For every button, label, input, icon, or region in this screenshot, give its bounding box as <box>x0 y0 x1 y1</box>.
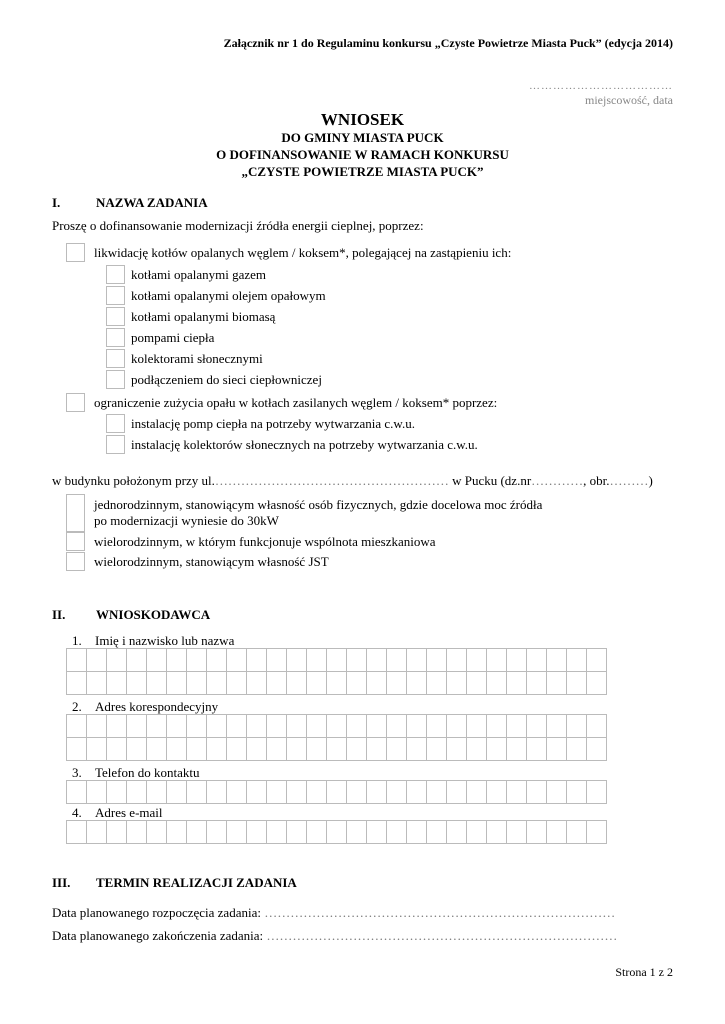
email-grid[interactable] <box>66 820 607 844</box>
grid-cell[interactable] <box>347 738 367 761</box>
grid-cell[interactable] <box>487 821 507 844</box>
grid-cell[interactable] <box>287 672 307 695</box>
name-grid[interactable] <box>66 648 607 695</box>
building-obr: , obr. <box>583 473 610 488</box>
grid-cell[interactable] <box>67 821 87 844</box>
grid-cell[interactable] <box>407 738 427 761</box>
grid-cell[interactable] <box>467 821 487 844</box>
grid-cell[interactable] <box>587 672 607 695</box>
grid-cell[interactable] <box>487 781 507 804</box>
grid-cell[interactable] <box>347 715 367 738</box>
field-label-name: Imię i nazwisko lub nazwa <box>95 633 235 648</box>
field-number: 4. <box>72 805 82 820</box>
option-a-item-label: kotłami opalanymi olejem opałowym <box>131 288 326 303</box>
grid-cell[interactable] <box>327 821 347 844</box>
grid-cell[interactable] <box>267 715 287 738</box>
section-1-number: I. <box>52 195 61 210</box>
grid-cell[interactable] <box>67 738 87 761</box>
grid-cell[interactable] <box>147 821 167 844</box>
parcel-field[interactable]: ………… <box>531 473 584 488</box>
section-2-title: WNIOSKODAWCA <box>96 607 211 622</box>
grid-cell[interactable] <box>87 715 107 738</box>
grid-cell[interactable] <box>587 649 607 672</box>
grid-cell[interactable] <box>247 649 267 672</box>
grid-cell[interactable] <box>447 738 467 761</box>
grid-cell[interactable] <box>447 649 467 672</box>
option-a-item-label: pompami ciepła <box>131 330 215 345</box>
grid-cell[interactable] <box>327 715 347 738</box>
grid-cell[interactable] <box>187 672 207 695</box>
grid-cell[interactable] <box>467 715 487 738</box>
grid-cell[interactable] <box>67 715 87 738</box>
grid-cell[interactable] <box>227 649 247 672</box>
place-date-field[interactable]: ……………………………… <box>529 80 673 92</box>
form-subtitle-1: DO GMINY MIASTA PUCK <box>281 130 444 145</box>
grid-cell[interactable] <box>507 738 527 761</box>
grid-cell[interactable] <box>587 781 607 804</box>
grid-cell[interactable] <box>107 738 127 761</box>
section-1-intro: Proszę o dofinansowanie modernizacji źródła energii cieplnej, poprzez: <box>52 218 424 233</box>
grid-cell[interactable] <box>307 715 327 738</box>
grid-cell[interactable] <box>567 821 587 844</box>
grid-cell[interactable] <box>87 738 107 761</box>
option-a-item-label: podłączeniem do sieci ciepłowniczej <box>131 372 322 387</box>
checkbox-b-item[interactable] <box>106 435 125 454</box>
grid-cell[interactable] <box>567 672 587 695</box>
grid-cell[interactable] <box>287 821 307 844</box>
building-prefix: w budynku położonym przy ul. <box>52 473 215 488</box>
grid-cell[interactable] <box>447 672 467 695</box>
grid-cell[interactable] <box>167 738 187 761</box>
grid-cell[interactable] <box>587 821 607 844</box>
field-label-email: Adres e-mail <box>95 805 163 820</box>
grid-cell[interactable] <box>567 781 587 804</box>
grid-cell[interactable] <box>507 821 527 844</box>
grid-cell[interactable] <box>487 649 507 672</box>
section-3-number: III. <box>52 875 71 890</box>
grid-cell[interactable] <box>67 781 87 804</box>
grid-cell[interactable] <box>387 738 407 761</box>
checkbox-a-item[interactable] <box>106 286 125 305</box>
grid-cell[interactable] <box>87 649 107 672</box>
grid-cell[interactable] <box>387 715 407 738</box>
grid-cell[interactable] <box>147 649 167 672</box>
grid-cell[interactable] <box>427 781 447 804</box>
grid-cell[interactable] <box>267 672 287 695</box>
grid-cell[interactable] <box>147 738 167 761</box>
grid-cell[interactable] <box>587 738 607 761</box>
grid-cell[interactable] <box>207 781 227 804</box>
grid-cell[interactable] <box>567 715 587 738</box>
grid-cell[interactable] <box>507 672 527 695</box>
option-a-item-label: kolektorami słonecznymi <box>131 351 263 366</box>
grid-cell[interactable] <box>247 781 267 804</box>
field-number: 3. <box>72 765 82 780</box>
grid-cell[interactable] <box>487 738 507 761</box>
page-number: Strona 1 z 2 <box>615 965 673 979</box>
start-date-field[interactable]: ……………………………………………………………………… <box>264 905 616 920</box>
grid-cell[interactable] <box>127 672 147 695</box>
grid-cell[interactable] <box>107 821 127 844</box>
grid-cell[interactable] <box>367 781 387 804</box>
grid-cell[interactable] <box>547 821 567 844</box>
grid-cell[interactable] <box>507 781 527 804</box>
grid-cell[interactable] <box>467 672 487 695</box>
grid-cell[interactable] <box>167 672 187 695</box>
grid-cell[interactable] <box>387 649 407 672</box>
grid-cell[interactable] <box>367 715 387 738</box>
section-1-title: NAZWA ZADANIA <box>96 195 208 210</box>
grid-cell[interactable] <box>187 821 207 844</box>
grid-cell[interactable] <box>287 781 307 804</box>
end-date-field[interactable]: ……………………………………………………………………… <box>266 928 618 943</box>
option-b-item-label: instalację pomp ciepła na potrzeby wytwarzania c.w.u. <box>131 416 415 431</box>
start-date-line <box>52 905 615 921</box>
checkbox-b-item[interactable] <box>106 414 125 433</box>
grid-cell[interactable] <box>127 738 147 761</box>
grid-cell[interactable] <box>527 715 547 738</box>
grid-cell[interactable] <box>307 821 327 844</box>
grid-cell[interactable] <box>567 738 587 761</box>
grid-cell[interactable] <box>347 821 367 844</box>
grid-cell[interactable] <box>187 715 207 738</box>
grid-cell[interactable] <box>527 821 547 844</box>
grid-cell[interactable] <box>187 781 207 804</box>
grid-cell[interactable] <box>207 649 227 672</box>
grid-cell[interactable] <box>247 672 267 695</box>
grid-cell[interactable] <box>267 781 287 804</box>
address-grid[interactable] <box>66 714 607 761</box>
grid-cell[interactable] <box>367 821 387 844</box>
grid-cell[interactable] <box>287 715 307 738</box>
grid-cell[interactable] <box>427 738 447 761</box>
option-a-label: likwidację kotłów opalanych węglem / koksem*, polegającej na zastąpieniu ich: <box>94 245 512 260</box>
grid-cell[interactable] <box>307 649 327 672</box>
grid-cell[interactable] <box>167 821 187 844</box>
section-3-title: TERMIN REALIZACJI ZADANIA <box>96 875 297 890</box>
grid-cell[interactable] <box>387 781 407 804</box>
checkbox-building-type[interactable] <box>66 552 85 571</box>
grid-cell[interactable] <box>347 672 367 695</box>
grid-cell[interactable] <box>387 672 407 695</box>
grid-cell[interactable] <box>127 649 147 672</box>
document-header: Załącznik nr 1 do Regulaminu konkursu „Czyste Powietrze Miasta Puck” (edycja 2014) <box>223 36 673 50</box>
grid-cell[interactable] <box>327 649 347 672</box>
grid-cell[interactable] <box>547 649 567 672</box>
grid-cell[interactable] <box>407 672 427 695</box>
grid-cell[interactable] <box>447 821 467 844</box>
field-label-address: Adres korespondecyjny <box>95 699 219 714</box>
place-date-label: miejscowość, data <box>585 93 673 107</box>
grid-cell[interactable] <box>207 715 227 738</box>
grid-cell[interactable] <box>427 649 447 672</box>
grid-cell[interactable] <box>227 781 247 804</box>
grid-cell[interactable] <box>507 649 527 672</box>
option-b-item-label: instalację kolektorów słonecznych na potrzeby wytwarzania c.w.u. <box>131 437 478 452</box>
grid-cell[interactable] <box>227 672 247 695</box>
grid-cell[interactable] <box>487 672 507 695</box>
building-type-label-cont: po modernizacji wyniesie do 30kW <box>94 513 279 528</box>
checkbox-building-type[interactable] <box>66 494 85 532</box>
grid-cell[interactable] <box>527 672 547 695</box>
grid-cell[interactable] <box>107 715 127 738</box>
grid-cell[interactable] <box>407 649 427 672</box>
end-date-line <box>52 928 617 944</box>
grid-cell[interactable] <box>447 781 467 804</box>
grid-cell[interactable] <box>127 715 147 738</box>
grid-cell[interactable] <box>407 715 427 738</box>
street-field[interactable]: ……………………………………………… <box>214 473 449 488</box>
grid-cell[interactable] <box>107 672 127 695</box>
option-a-item-label: kotłami opalanymi biomasą <box>131 309 276 324</box>
grid-cell[interactable] <box>227 715 247 738</box>
checkbox-a-item[interactable] <box>106 265 125 284</box>
grid-cell[interactable] <box>347 781 367 804</box>
building-type-label: wielorodzinnym, stanowiącym własność JST <box>94 554 329 569</box>
grid-cell[interactable] <box>547 781 567 804</box>
grid-cell[interactable] <box>187 649 207 672</box>
grid-cell[interactable] <box>427 672 447 695</box>
grid-cell[interactable] <box>427 715 447 738</box>
grid-cell[interactable] <box>367 738 387 761</box>
grid-cell[interactable] <box>287 649 307 672</box>
grid-cell[interactable] <box>327 672 347 695</box>
grid-cell[interactable] <box>487 715 507 738</box>
grid-cell[interactable] <box>527 649 547 672</box>
grid-cell[interactable] <box>507 715 527 738</box>
grid-cell[interactable] <box>307 672 327 695</box>
form-subtitle-2: O DOFINANSOWANIE W RAMACH KONKURSU <box>216 147 509 162</box>
grid-cell[interactable] <box>207 672 227 695</box>
option-a-item-label: kotłami opalanymi gazem <box>131 267 267 282</box>
building-type-label: jednorodzinnym, stanowiącym własność osób fizycznych, gdzie docelowa moc źródła <box>94 497 543 512</box>
form-subtitle-3: „CZYSTE POWIETRZE MIASTA PUCK” <box>241 164 484 179</box>
grid-cell[interactable] <box>407 821 427 844</box>
grid-cell[interactable] <box>547 715 567 738</box>
grid-cell[interactable] <box>467 738 487 761</box>
option-b-label: ograniczenie zużycia opału w kotłach zasilanych węglem / koksem* poprzez: <box>94 395 498 410</box>
grid-cell[interactable] <box>207 738 227 761</box>
checkbox-a-item[interactable] <box>106 349 125 368</box>
grid-cell[interactable] <box>367 649 387 672</box>
phone-grid[interactable] <box>66 780 607 804</box>
field-label-phone: Telefon do kontaktu <box>95 765 200 780</box>
grid-cell[interactable] <box>427 821 447 844</box>
grid-cell[interactable] <box>87 821 107 844</box>
grid-cell[interactable] <box>387 821 407 844</box>
grid-cell[interactable] <box>87 781 107 804</box>
grid-cell[interactable] <box>327 738 347 761</box>
building-type-label: wielorodzinnym, w którym funkcjonuje wspólnota mieszkaniowa <box>94 534 436 549</box>
grid-cell[interactable] <box>547 672 567 695</box>
building-address-line <box>52 473 653 489</box>
checkbox-a-item[interactable] <box>106 328 125 347</box>
grid-cell[interactable] <box>107 781 127 804</box>
grid-cell[interactable] <box>287 738 307 761</box>
field-number: 1. <box>72 633 82 648</box>
checkbox-option-a[interactable] <box>66 243 85 262</box>
grid-cell[interactable] <box>147 672 167 695</box>
grid-cell[interactable] <box>307 738 327 761</box>
grid-cell[interactable] <box>447 715 467 738</box>
grid-cell[interactable] <box>467 781 487 804</box>
grid-cell[interactable] <box>87 672 107 695</box>
grid-cell[interactable] <box>127 781 147 804</box>
grid-cell[interactable] <box>67 649 87 672</box>
grid-cell[interactable] <box>207 821 227 844</box>
grid-cell[interactable] <box>247 715 267 738</box>
grid-cell[interactable] <box>527 738 547 761</box>
grid-cell[interactable] <box>267 738 287 761</box>
building-close: ) <box>648 473 653 488</box>
form-title: WNIOSEK <box>320 110 405 129</box>
checkbox-building-type[interactable] <box>66 532 85 551</box>
grid-cell[interactable] <box>307 781 327 804</box>
grid-cell[interactable] <box>147 781 167 804</box>
grid-cell[interactable] <box>107 649 127 672</box>
grid-cell[interactable] <box>187 738 207 761</box>
grid-cell[interactable] <box>147 715 167 738</box>
field-number: 2. <box>72 699 82 714</box>
grid-cell[interactable] <box>127 821 147 844</box>
grid-cell[interactable] <box>227 821 247 844</box>
grid-cell[interactable] <box>407 781 427 804</box>
checkbox-option-b[interactable] <box>66 393 85 412</box>
grid-cell[interactable] <box>167 715 187 738</box>
grid-cell[interactable] <box>347 649 367 672</box>
grid-cell[interactable] <box>267 821 287 844</box>
grid-cell[interactable] <box>527 781 547 804</box>
grid-cell[interactable] <box>167 781 187 804</box>
grid-cell[interactable] <box>247 738 267 761</box>
grid-cell[interactable] <box>227 738 247 761</box>
grid-cell[interactable] <box>587 715 607 738</box>
grid-cell[interactable] <box>267 649 287 672</box>
grid-cell[interactable] <box>367 672 387 695</box>
checkbox-a-item[interactable] <box>106 370 125 389</box>
grid-cell[interactable] <box>67 672 87 695</box>
grid-cell[interactable] <box>467 649 487 672</box>
section-2-number: II. <box>52 607 66 622</box>
grid-cell[interactable] <box>567 649 587 672</box>
building-mid: w Pucku (dz.nr <box>452 473 532 488</box>
end-date-label: Data planowanego zakończenia zadania: <box>52 928 264 943</box>
obr-field[interactable]: ……… <box>609 473 649 488</box>
grid-cell[interactable] <box>247 821 267 844</box>
checkbox-a-item[interactable] <box>106 307 125 326</box>
grid-cell[interactable] <box>547 738 567 761</box>
grid-cell[interactable] <box>167 649 187 672</box>
start-date-label: Data planowanego rozpoczęcia zadania: <box>52 905 261 920</box>
grid-cell[interactable] <box>327 781 347 804</box>
